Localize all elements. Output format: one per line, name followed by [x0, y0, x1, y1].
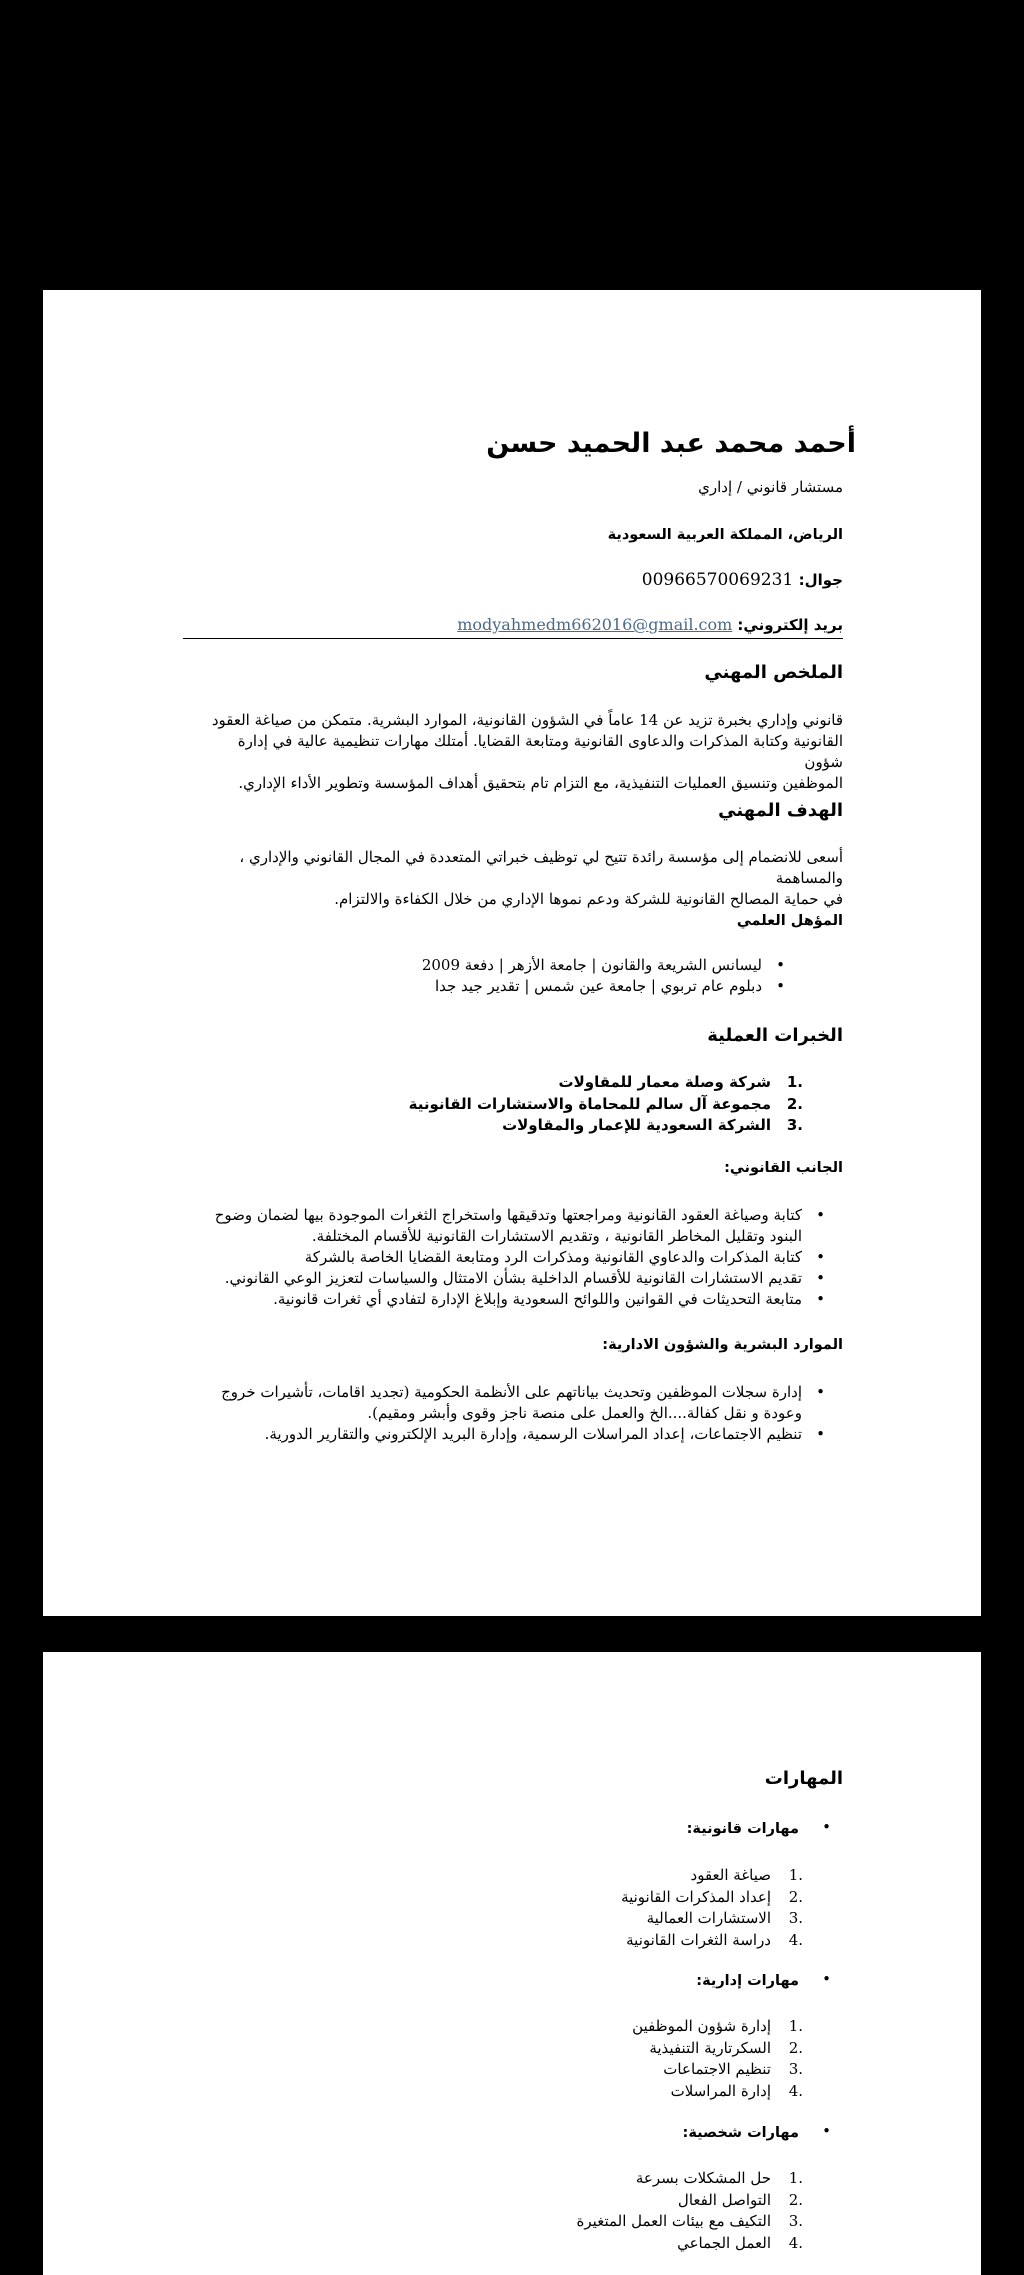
legal-heading: الجانب القانوني:: [724, 1160, 843, 1176]
skill-label: تنظيم الاجتماعات: [663, 2060, 771, 2078]
list-number: 2.: [786, 1094, 803, 1113]
list-number: 1.: [786, 1073, 803, 1091]
objective-text: [183, 847, 843, 910]
skills-group-title: مهارات قانونية:: [686, 1821, 799, 1837]
legal-list: [159, 1205, 829, 1310]
summary-line: الموظفين وتنسيق العمليات التنفيذية، مع التزام تام بتحقيق أهداف المؤسسة وتطوير الأداء الإداري.: [238, 774, 843, 792]
skill-item: [403, 2168, 803, 2190]
list-number: 2.: [788, 2190, 803, 2209]
experience-heading: الخبرات العملية: [707, 1025, 843, 1046]
list-number: 1.: [788, 2017, 803, 2035]
experience-item: [283, 1115, 803, 1137]
legal-line: • كتابة وصياغة العقود القانونية ومراجعتها وتدقيقها واستخراج الثغرات الموجودة بيها لضمان وضوح: [214, 1206, 802, 1224]
list-number: 4.: [788, 2233, 803, 2252]
list-number: 4.: [788, 2081, 803, 2100]
skills-admin-list: [403, 2016, 803, 2102]
skill-label: إدارة شؤون الموظفين: [632, 2017, 771, 2035]
resume-page-1: [43, 290, 981, 1616]
email-label: بريد إلكتروني:: [737, 616, 843, 634]
candidate-name: أحمد محمد عبد الحميد حسن: [486, 428, 856, 459]
experience-list: [283, 1072, 803, 1137]
skill-label: صياغة العقود: [690, 1866, 771, 1884]
skill-item: [403, 2081, 803, 2103]
list-number: 3.: [786, 1116, 803, 1134]
hr-heading: الموارد البشرية والشؤون الادارية:: [602, 1337, 843, 1353]
experience-label: مجموعة آل سالم للمحاماة والاستشارات القانونية: [408, 1094, 771, 1113]
skill-item: [403, 2190, 803, 2212]
hr-item: • تنظيم الاجتماعات، إعداد المراسلات الرسمية، وإدارة البريد الإلكتروني والتقارير الدورية.: [159, 1424, 829, 1445]
resume-page-2: [43, 1652, 981, 2275]
skill-label: إعداد المذكرات القانونية: [621, 1887, 771, 1906]
list-number: 1.: [788, 2169, 803, 2187]
skills-legal-list: [403, 1865, 803, 1951]
objective-heading: الهدف المهني: [718, 800, 843, 821]
skill-item: [403, 2233, 803, 2255]
legal-line: البنود وتقليل المخاطر القانونية ، وتقديم الاستشارات القانونية للأقسام المختلفة.: [311, 1227, 802, 1245]
header-divider: [183, 638, 843, 639]
legal-item: • كتابة المذكرات والدعاوي القانونية ومذكرات الرد ومتابعة القضايا الخاصة بالشركة: [159, 1247, 829, 1268]
legal-item: [159, 1205, 829, 1247]
skill-label: حل المشكلات بسرعة: [635, 2169, 771, 2187]
skill-label: العمل الجماعي: [677, 2233, 771, 2252]
job-title: مستشار قانوني / إداري: [698, 478, 843, 496]
skill-label: الاستشارات العمالية: [646, 1909, 771, 1927]
list-number: 2.: [788, 2038, 803, 2057]
location: الرياض، المملكة العربية السعودية: [607, 527, 843, 543]
skill-label: التواصل الفعال: [677, 2190, 771, 2209]
education-heading: المؤهل العلمي: [736, 913, 843, 929]
hr-item: [159, 1382, 829, 1424]
skill-item: [403, 1865, 803, 1887]
skill-label: دراسة الثغرات القانونية: [626, 1930, 771, 1949]
skills-group-legal: • مهارات قانونية:: [686, 1818, 831, 1837]
list-number: 2.: [788, 1887, 803, 1906]
hr-line: وعودة و نقل كفالة....الخ والعمل على منصة ناجز وقوى وأبشر ومقيم).: [367, 1404, 802, 1422]
email-line: [457, 615, 843, 634]
experience-item: [283, 1094, 803, 1116]
skill-item: [403, 2016, 803, 2038]
list-number: 4.: [788, 1930, 803, 1949]
objective-line: في حماية المصالح القانونية للشركة ودعم نموها الإداري من خلال الكفاءة والالتزام.: [334, 890, 843, 908]
hr-list: [159, 1382, 829, 1445]
experience-label: شركة وصلة معمار للمقاولات: [558, 1073, 771, 1091]
summary-line: قانوني وإداري بخبرة تزيد عن 14 عاماً في الشؤون القانونية، الموارد البشرية. متمكن من صياغة العقود: [211, 711, 843, 729]
skill-item: [403, 2059, 803, 2081]
list-number: 3.: [788, 2212, 803, 2230]
education-item: • دبلوم عام تربوي | جامعة عين شمس | تقدير جيد جدا: [269, 976, 789, 997]
legal-item: • تقديم الاستشارات القانونية للأقسام الداخلية بشأن الامتثال والسياسات لتعزيز الوعي القانوني.: [159, 1268, 829, 1289]
phone-label: جوال:: [798, 571, 843, 589]
skill-item: [403, 1908, 803, 1930]
skills-group-title: مهارات شخصية:: [682, 2125, 799, 2141]
list-number: 1.: [788, 1866, 803, 1884]
skills-group-personal: • مهارات شخصية:: [682, 2122, 831, 2141]
summary-text: [203, 710, 843, 794]
summary-line: القانونية وكتابة المذكرات والدعاوى القانونية ومتابعة القضايا. أمتلك مهارات تنظيمية عالية في إدارة شؤون: [237, 732, 843, 771]
list-number: 3.: [788, 1909, 803, 1927]
list-number: 3.: [788, 2060, 803, 2078]
education-list: [269, 955, 789, 997]
skills-personal-list: [403, 2168, 803, 2254]
legal-item: • متابعة التحديثات في القوانين واللوائح السعودية وإبلاغ الإدارة لتفادي أي ثغرات قانونية.: [159, 1289, 829, 1310]
skill-item: [403, 1930, 803, 1952]
skills-group-title: مهارات إدارية:: [696, 1973, 799, 1989]
skills-heading: المهارات: [764, 1768, 843, 1789]
phone-number: 00966570069231: [641, 570, 794, 590]
objective-line: أسعى للانضمام إلى مؤسسة رائدة تتيح لي توظيف خبراتي المتعددة في المجال القانوني والإداري ، والمساهمة: [239, 848, 843, 887]
hr-line: • إدارة سجلات الموظفين وتحديث بياناتهم على الأنظمة الحكومية (تجديد اقامات، تأشيرات خروج: [221, 1383, 802, 1401]
skill-label: إدارة المراسلات: [670, 2081, 771, 2100]
education-item: • ليسانس الشريعة والقانون | جامعة الأزهر | دفعة 2009: [269, 955, 789, 976]
experience-item: [283, 1072, 803, 1094]
email-link[interactable]: modyahmedm662016@gmail.com: [457, 615, 733, 634]
skill-item: [403, 1887, 803, 1909]
phone-line: [642, 570, 843, 590]
summary-heading: الملخص المهني: [704, 662, 843, 683]
experience-label: الشركة السعودية للإعمار والمقاولات: [502, 1116, 771, 1134]
skill-item: [403, 2211, 803, 2233]
skill-label: السكرتارية التنفيذية: [649, 2038, 771, 2057]
skill-label: التكيف مع بيئات العمل المتغيرة: [576, 2212, 771, 2230]
skill-item: [403, 2038, 803, 2060]
skills-group-admin: • مهارات إدارية:: [696, 1970, 831, 1989]
